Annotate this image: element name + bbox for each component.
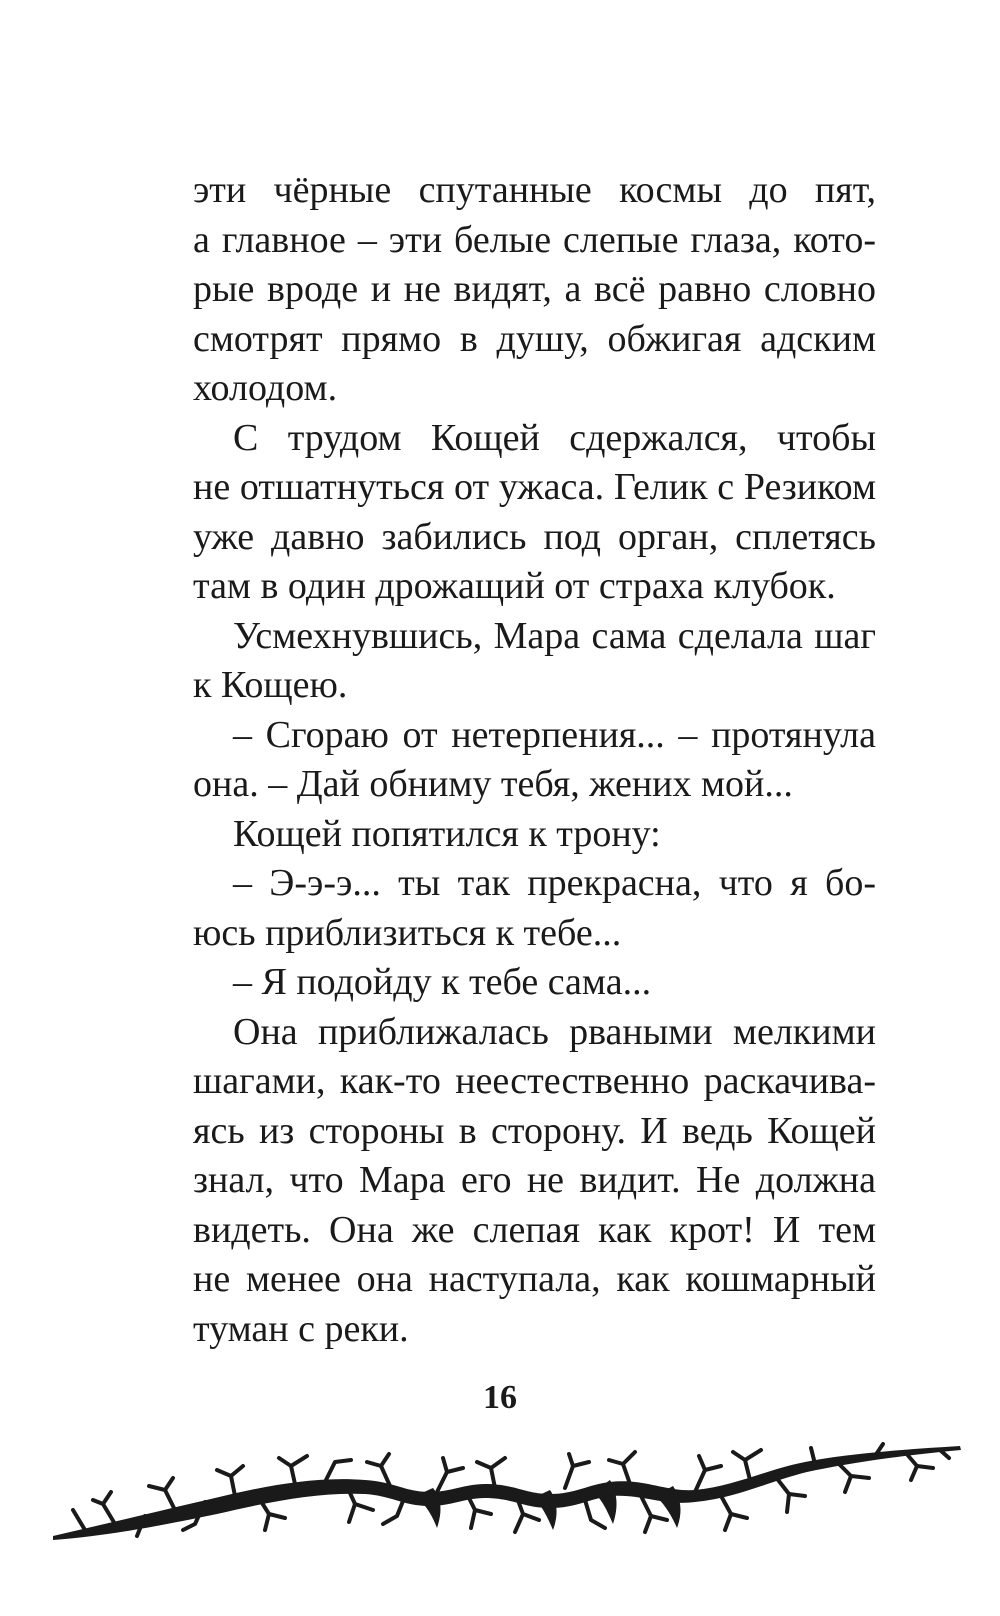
text-line: к Кощею. [193, 664, 348, 706]
text-line: – Э-э-э... ты так прекрасна, что я бо- [233, 862, 876, 904]
text-line: ясь из стороны в сторону. И ведь Кощей [193, 1109, 876, 1152]
text-line: туман с реки. [193, 1307, 409, 1350]
text-line: С трудом Кощей сдержался, чтобы [233, 416, 876, 459]
branches-ornament-icon [45, 1440, 975, 1560]
page-body [193, 166, 876, 1354]
text-line: знал, что Мара его не видит. Не должна [193, 1159, 876, 1201]
text-line: холодом. [193, 367, 338, 409]
text-line: видеть. Она же слепая как крот! И тем [193, 1208, 876, 1251]
text-line: Усмехнувшись, Мара сама сделала шаг [233, 614, 876, 657]
text-line: не менее она наступала, как кошмарный [193, 1258, 876, 1300]
text-line: юсь приблизиться к тебе... [193, 911, 622, 954]
text-line: Кощей попятился к трону: [233, 812, 661, 855]
text-line: там в один дрожащий от страха клубок. [193, 565, 836, 607]
text-line: шагами, как-то неестественно раскачива- [193, 1060, 876, 1102]
text-line: эти чёрные спутанные космы до пят, [193, 169, 876, 211]
page-number: 16 [483, 1379, 517, 1416]
text-line: а главное – эти белые слепые глаза, кото- [193, 218, 876, 261]
text-line: не отшатнуться от ужаса. Гелик с Резиком [193, 466, 876, 508]
text-line: рые вроде и не видят, а всё равно словно [193, 268, 876, 310]
text-line: Она приближалась рваными мелкими [233, 1010, 876, 1053]
text-line: она. – Дай обниму тебя, жених мой... [193, 763, 793, 805]
text-line: уже давно забились под орган, сплетясь [193, 515, 876, 558]
text-line: – Сгораю от нетерпения... – протянула [233, 713, 876, 756]
text-line: – Я подойду к тебе сама... [233, 961, 652, 1003]
text-line: смотрят прямо в душу, обжигая адским [193, 317, 876, 360]
